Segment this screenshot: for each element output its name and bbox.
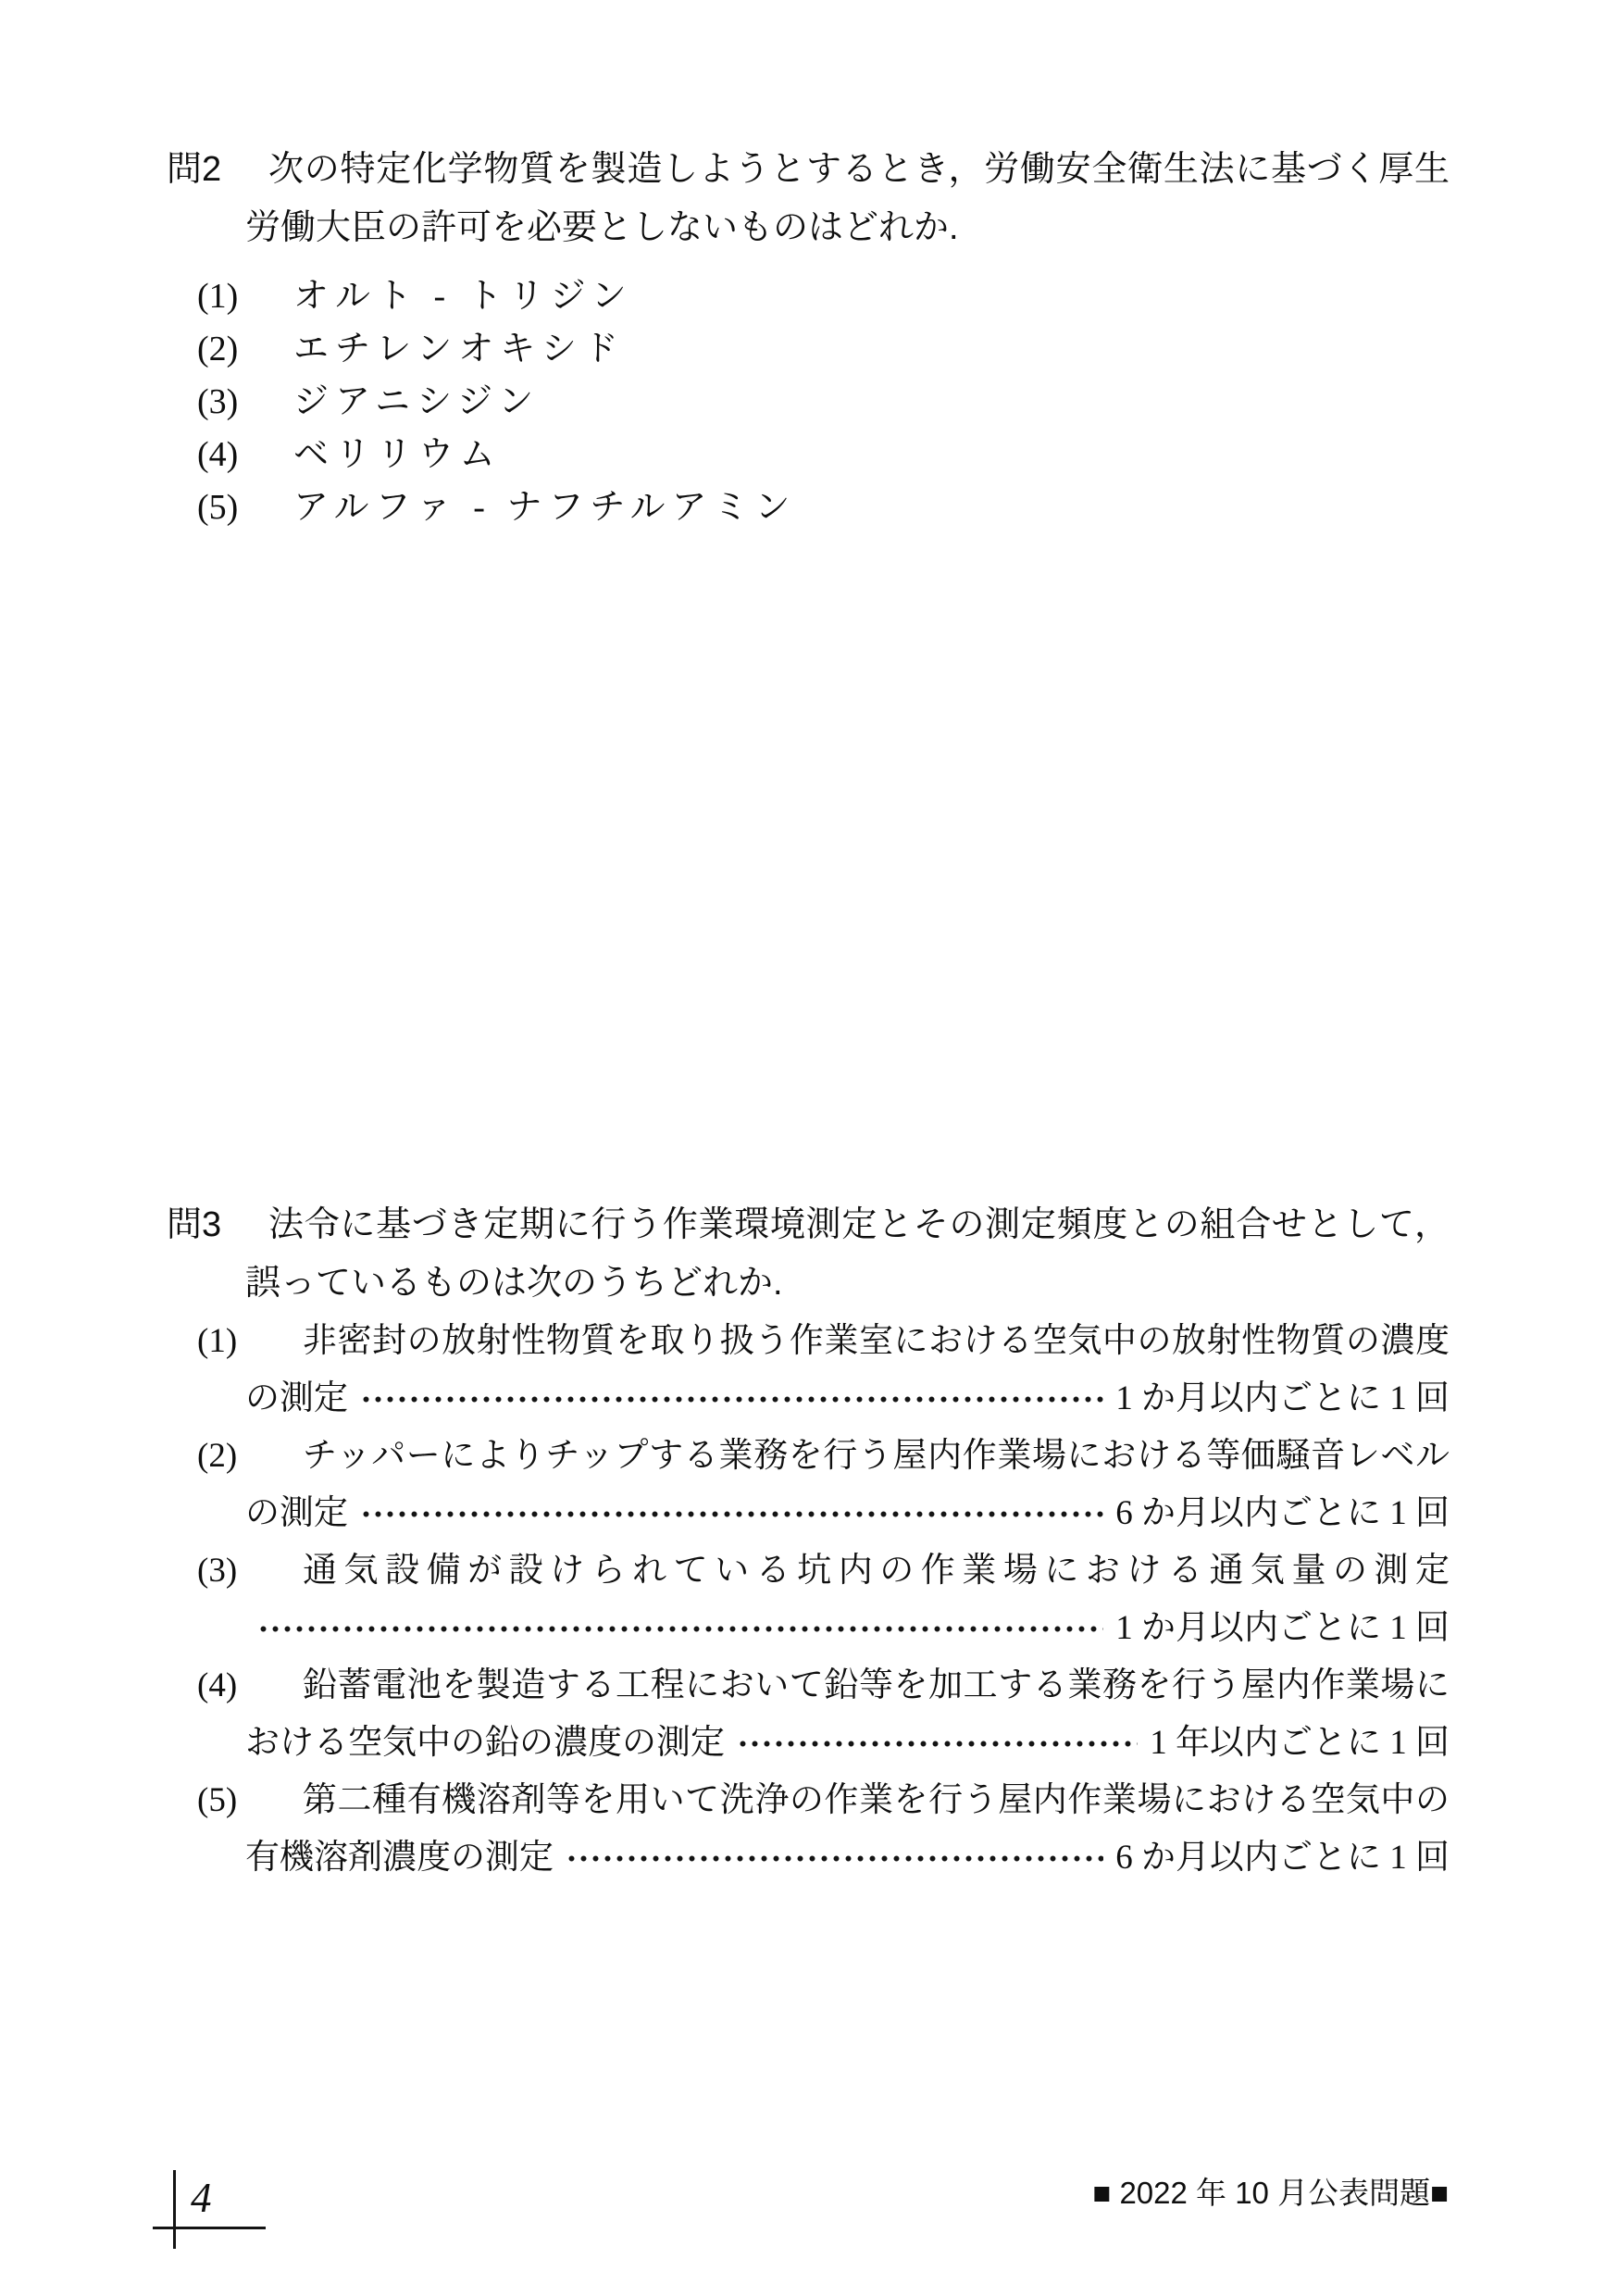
crop-mark-vertical: [173, 2170, 176, 2249]
question-2-number: 問2: [167, 150, 222, 189]
question-3-stem-text: 法令に基づき定期に行う作業環境測定とその測定頻度との組合せとして，: [268, 1205, 1450, 1244]
option-text-continuation: 有機溶剤濃度の測定: [245, 1839, 554, 1877]
option-item: [167, 1313, 1450, 1428]
option-line-1: [197, 1313, 1450, 1370]
option-text: ジアニシジン: [293, 382, 541, 421]
dotted-leader: [566, 1855, 1103, 1862]
option-item: [197, 376, 1450, 429]
option-item: [167, 1428, 1450, 1542]
measurement-frequency: 6 か月以内ごとに 1 回: [1115, 1494, 1450, 1532]
question-3-stem-line-1: [167, 1196, 1450, 1254]
measurement-frequency: 6 か月以内ごとに 1 回: [1115, 1839, 1450, 1877]
question-2-stem-text: 次の特定化学物質を製造しようとするとき，労働安全衛生法に基づく厚生: [268, 150, 1450, 189]
option-number: (4): [197, 1666, 238, 1704]
question-2-stem-line-2: 労働大臣の許可を必要としないものはどれか.: [245, 208, 959, 247]
footer-page-number: 4: [191, 2175, 212, 2221]
option-line-2: [245, 1370, 1450, 1428]
option-line-2: [245, 1485, 1450, 1542]
option-number: (2): [197, 1437, 238, 1475]
option-number: (5): [197, 1781, 238, 1819]
option-text: ベリリウム: [293, 435, 502, 474]
option-item: [197, 429, 1450, 481]
option-text: オルト - トリジン: [293, 277, 633, 316]
footer-publication-label: ■ 2022 年 10 月公表問題■: [1092, 2176, 1449, 2210]
option-text: 鉛蓄電池を製造する工程において鉛等を加工する業務を行う屋内作業場に: [303, 1666, 1450, 1704]
question-2-options: [197, 270, 1450, 534]
question-2-stem-line-1: [167, 141, 1450, 199]
option-item: [197, 323, 1450, 376]
question-2-block: [167, 141, 1450, 534]
dotted-leader: [737, 1741, 1138, 1747]
option-text: アルファ - ナフチルアミン: [293, 488, 797, 527]
option-text: エチレンオキシド: [293, 330, 625, 368]
option-item: [197, 270, 1450, 323]
option-text-continuation: おける空気中の鉛の濃度の測定: [245, 1724, 725, 1762]
option-number: (3): [197, 1552, 238, 1590]
option-number: (1): [197, 1322, 238, 1360]
option-item: [197, 481, 1450, 534]
option-line-2: [245, 1829, 1450, 1887]
option-line-1: [197, 1542, 1450, 1600]
dotted-leader: [257, 1626, 1103, 1632]
option-line-1: [197, 1772, 1450, 1829]
option-item: [167, 1772, 1450, 1887]
question-3-stem-line-2: 誤っているものは次のうちどれか.: [245, 1264, 783, 1303]
option-number: (2): [197, 330, 239, 368]
option-line-2: [245, 1715, 1450, 1772]
option-line-1: [197, 1428, 1450, 1485]
option-line-2: [245, 1600, 1450, 1657]
option-text: チッパーによりチップする業務を行う屋内作業場における等価騒音レベル: [303, 1437, 1450, 1475]
option-line-1: [197, 1657, 1450, 1715]
option-text: 第二種有機溶剤等を用いて洗浄の作業を行う屋内作業場における空気中の: [303, 1781, 1450, 1819]
option-text: 非密封の放射性物質を取り扱う作業室における空気中の放射性物質の濃度: [303, 1322, 1450, 1360]
option-text: 通気設備が設けられている坑内の作業場における通気量の測定: [303, 1552, 1450, 1590]
option-text-continuation: の測定: [245, 1494, 348, 1532]
option-number: (5): [197, 488, 239, 527]
question-3-block: [167, 1196, 1450, 1887]
crop-mark-horizontal: [153, 2227, 266, 2229]
option-item: [167, 1542, 1450, 1657]
dotted-leader: [360, 1396, 1103, 1403]
option-number: (1): [197, 277, 239, 316]
dotted-leader: [360, 1511, 1103, 1517]
option-number: (3): [197, 382, 239, 421]
question-3-options: [167, 1313, 1450, 1887]
option-number: (4): [197, 435, 239, 474]
question-3-number: 問3: [167, 1205, 222, 1244]
measurement-frequency: 1 か月以内ごとに 1 回: [1115, 1609, 1450, 1647]
option-text-continuation: の測定: [245, 1379, 348, 1417]
measurement-frequency: 1 年以内ごとに 1 回: [1150, 1724, 1450, 1762]
measurement-frequency: 1 か月以内ごとに 1 回: [1115, 1379, 1450, 1417]
option-item: [167, 1657, 1450, 1772]
